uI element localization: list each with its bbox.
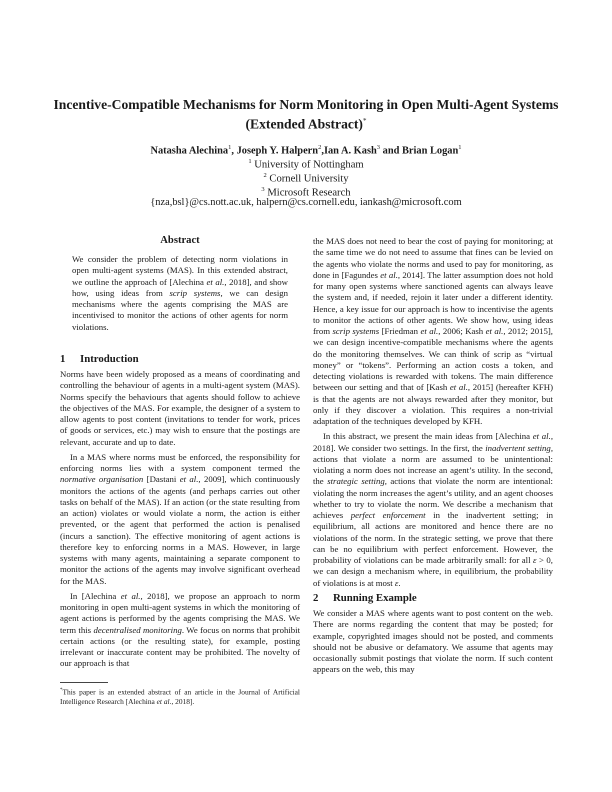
footnote-rule (60, 682, 108, 683)
paragraph: Norms have been widely proposed as a means of coordinating and controlling the behaviour of agents in a multi-agent system (MAS). Norms specify the behaviours that agents should follow to achieve the objectives of the MAS. For example, the designer of a system to allow agents to post content (invitations to tender for work, prices of goods or services, etc.) may wish to ensure that the postings are relevant, accurate and up to date. (60, 369, 300, 447)
author-name: Natasha Alechina (150, 145, 229, 157)
paper-title: Incentive-Compatible Mechanisms for Norm Monitoring in Open Multi-Agent Systems (Extended Abstract)* (53, 97, 559, 132)
author-name: Brian Logan (401, 145, 459, 157)
paragraph: We consider a MAS where agents want to post content on the web. There are norms regarding the content that may be posted; for example, copyrighted images should not be posted, and comments should not be abusive or defamatory. We assume that agents may occasionally submit postings that violate the norm. If such content appears on the web, this may (313, 608, 553, 675)
footnote: *This paper is an extended abstract of an article in the Journal of Artificial Intelligence Research [Alechina et al., 2018]. (60, 687, 300, 707)
section-heading-running-example: 2 Running Example (313, 592, 417, 604)
author-name: Joseph Y. Halpern (236, 145, 319, 157)
author-list: Natasha Alechina$^1$, Joseph Y. Halpern$^2$,Ian A. Kash$^3$ and Brian Logan$^1$ (150, 144, 462, 157)
paragraph: the MAS does not need to bear the cost of paying for monitoring; at the same time we do not need to assume that fines can be levied on the agents who violate the norms and used to pay for monitoring, as done in [Fagundes et al., 2014]. The latter assumption does not hold for many open systems where sanctioned agents can always leave the system and, if needed, rejoin it later under a different identity. Hence, a key issue for our approach is how to incentivise the agents to monitor the actions of other agents. We show how, using ideas from scrip systems [Friedman et al., 2006; Kash et al., 2012; 2015], we can design incentive-compatible mechanisms where the agents do the monitoring themselves. We can think of scrip as “virtual money” or “tokens”. Performing an action costs a token, and detecting violations is rewarded with tokens. The main difference between our setting and that of [Kash et al., 2015] (hereafter KFH) is that the agents are not always rewarded after they monitor, but only if they discover a violation. This requires a non-trivial adaptation of the techniques developed by KFH. (313, 236, 554, 426)
paragraph: In a MAS where norms must be enforced, the responsibility for enforcing norms lies with a system component termed the normative organisation [Dastani et al., 2009], which continuously monitors the actions of the agents (and perhaps carries out other tasks on behalf of the MAS). If an action (or the state resulting from an action) violates or would violate a norm, the action is either prevented, or the agent that performed the action is penalised (incurs a sanction). The effective monitoring of agent actions is therefore key to enforcing norms in a MAS. However, in large systems with many agents, maintaining a separate component to monitor the actions of the agents may involve significant overhead for the MAS. (60, 451, 300, 586)
abstract-body: We consider the problem of detecting norm violations in open multi-agent systems (MAS). In this extended abstract, we outline the approach of [Alechina et al., 2018], and show how, using ideas from scrip systems, we can design mechanisms where the agents comprising the MAS are incentivised to monitor the actions of other agents for norm violations. (72, 254, 288, 332)
left-column-body (60, 369, 300, 670)
author-emails: {nza,bsl}@cs.nott.ac.uk, halpern@cs.cornell.edu, iankash@microsoft.com (150, 197, 462, 208)
paragraph: In this abstract, we present the main ideas from [Alechina et al., 2018]. We consider two settings. In the first, the inadvertent setting, actions that violate a norm are assumed to be unintentional: violating a norm does not increase an agent’s utility. In the second, the strategic setting, actions that violate the norm are intentional: violating the norm increases the agent’s utility, and an agent chooses whether to try to violate the norm. We describe a mechanism that achieves perfect enforcement in the inadvertent setting; in equilibrium, all actions are monitored and hence there are no violations of the norm. In the strategic setting, we prove that there can be no equilibrium with perfect enforcement. However, the probability of violations can be made arbitrarily small: for all ε > 0, we can design a mechanism where, in equilibrium, the probability of violations is at most ε. (313, 431, 553, 588)
paragraph: In [Alechina et al., 2018], we propose an approach to norm monitoring in open multi-agent systems in which the monitoring of agent actions is performed by the agents comprising the MAS. We term this decentralised monitoring. We focus on norms that prohibit certain actions (or the resulting state), for example, posting irrelevant or inaccurate content may be prohibited. The novelty of our approach is that (60, 590, 301, 669)
abstract-heading: Abstract (160, 235, 200, 246)
title-footnote-mark: * (362, 117, 367, 125)
section-heading-introduction: 1 Introduction (60, 353, 139, 365)
author-name: Ian A. Kash (323, 145, 377, 157)
affiliation: $^2$ Cornell University (263, 172, 349, 185)
affiliation: $^1$ University of Nottingham (248, 158, 364, 171)
affiliation: $^3$ Microsoft Research (261, 186, 351, 199)
right-column-body (313, 236, 553, 589)
right-column-section2 (313, 608, 553, 676)
